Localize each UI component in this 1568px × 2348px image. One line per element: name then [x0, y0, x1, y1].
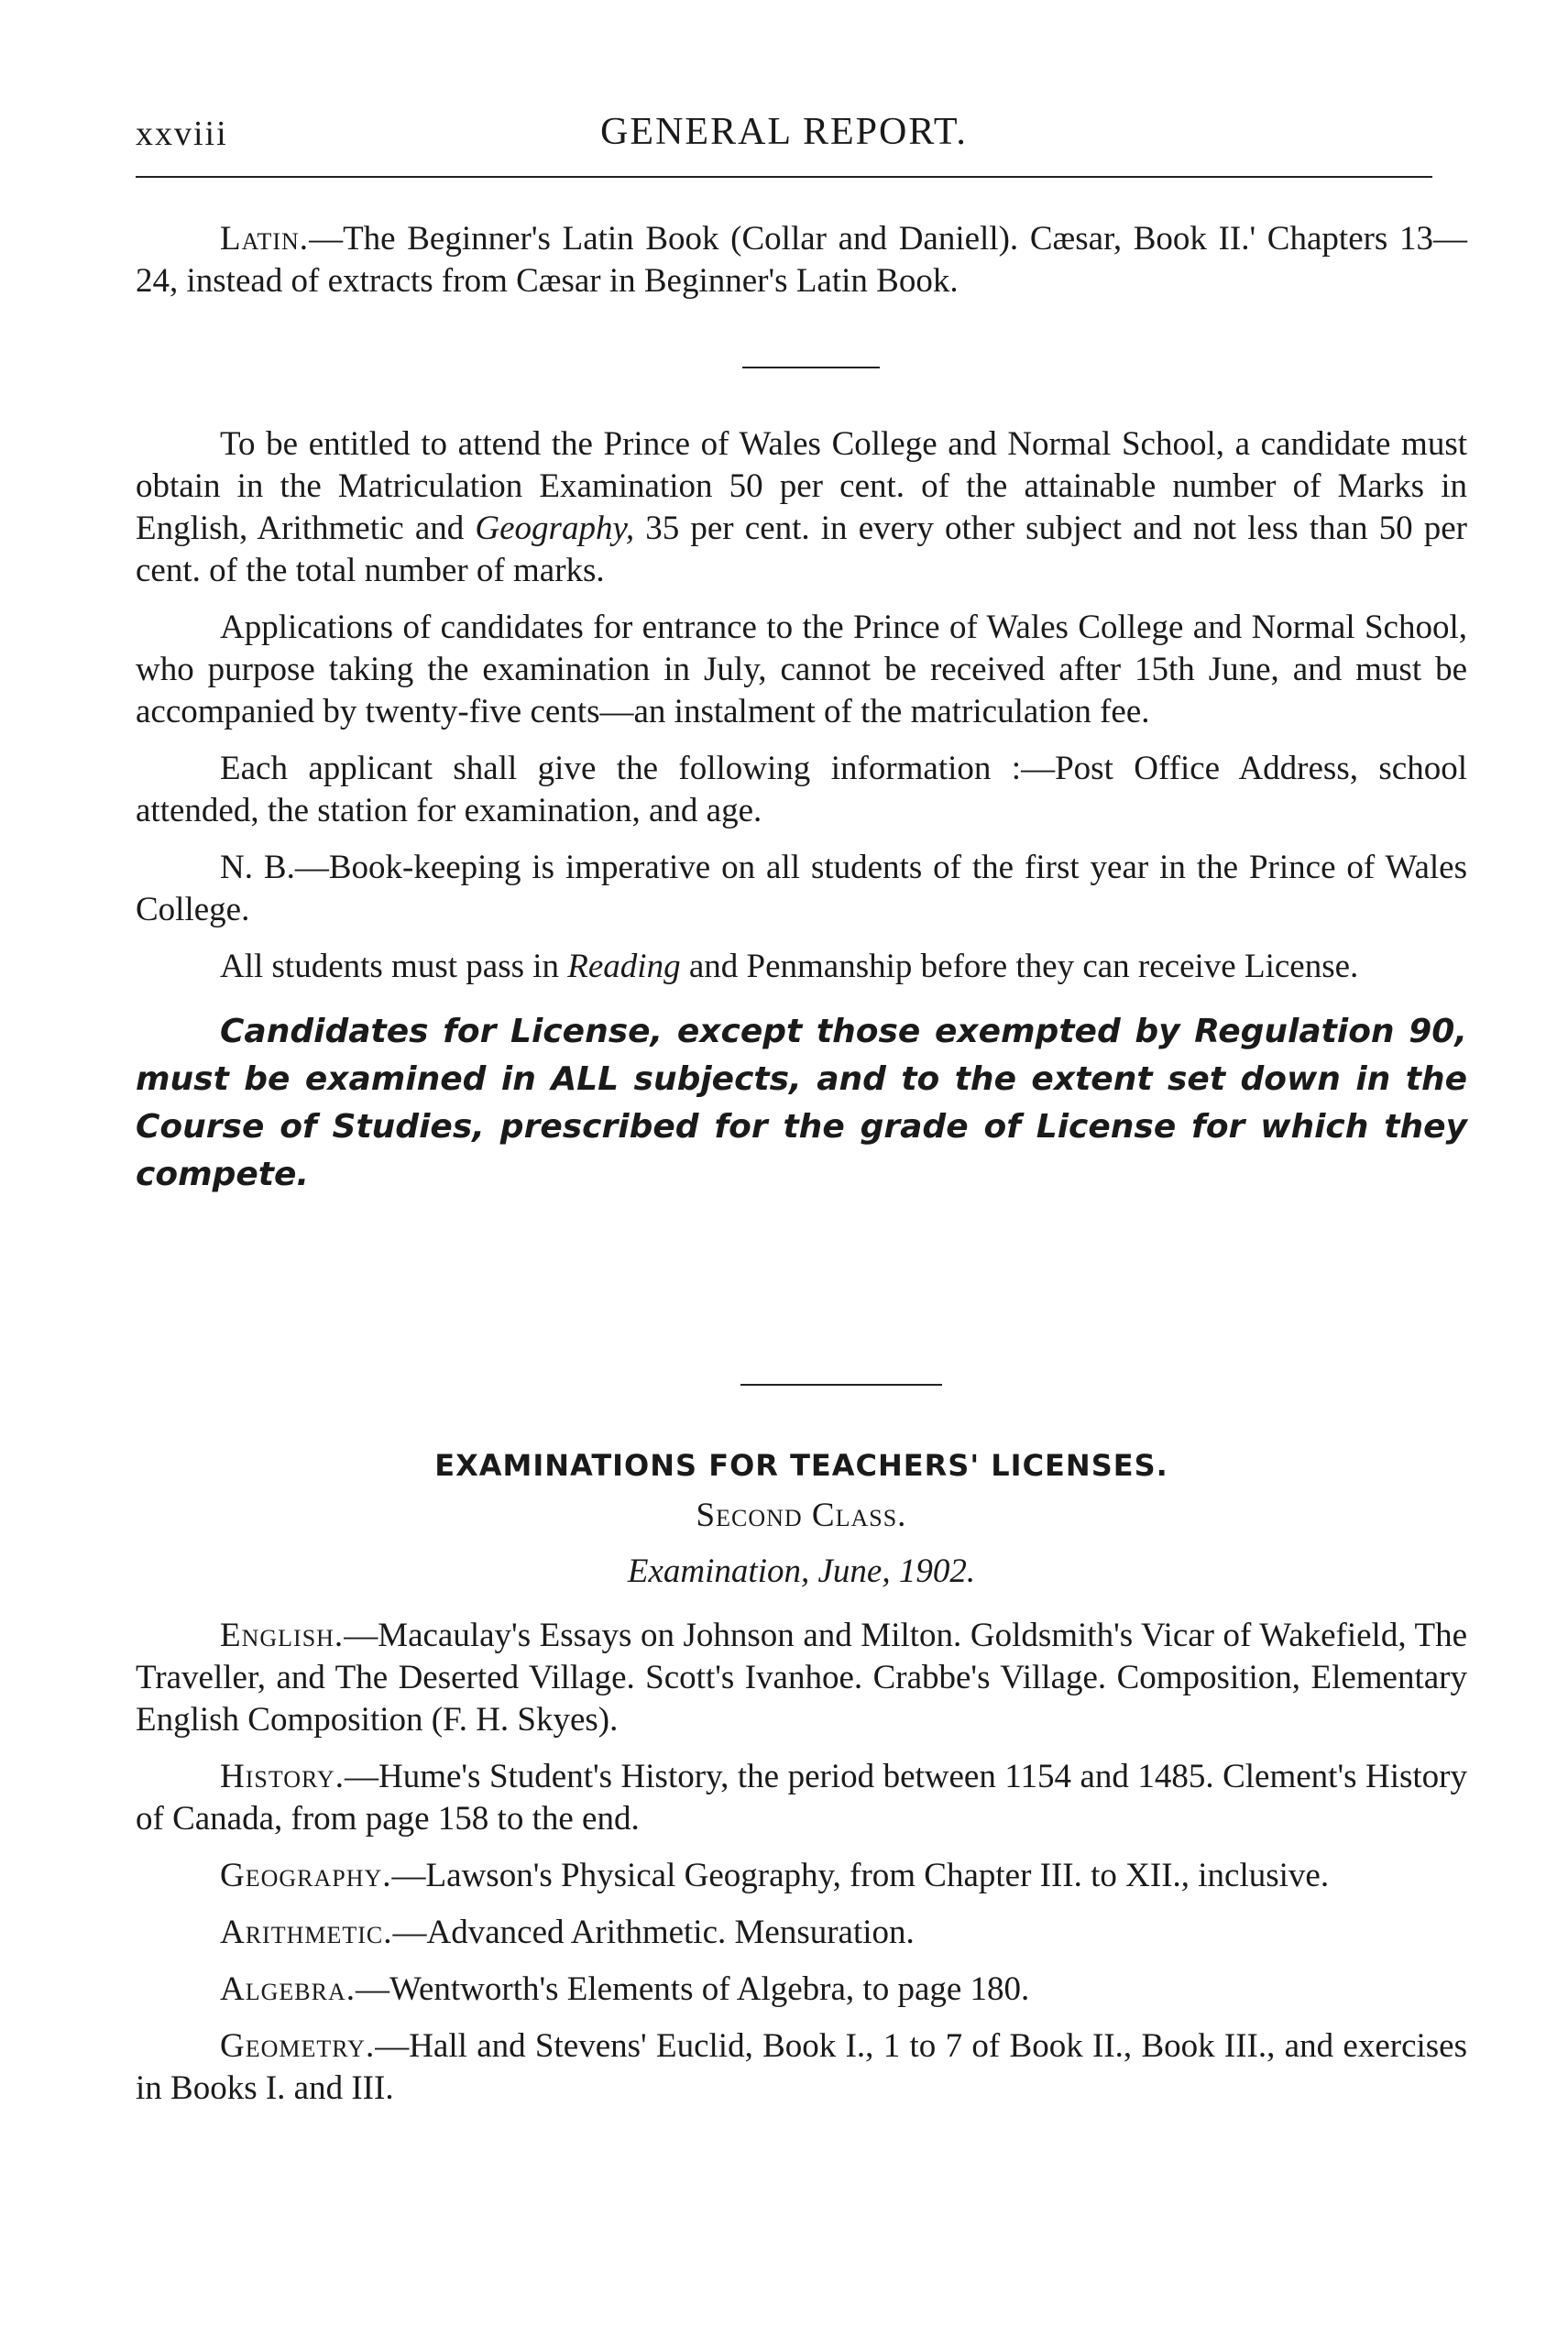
latin-text: —The Beginner's Latin Book (Collar and Daniell). Cæsar, Book II.' Chapters 13—24, instead of extracts from Cæsar in Beginner's Latin Book. — [136, 220, 1467, 300]
subject-list — [136, 1615, 1467, 2110]
subject-geometry — [136, 2025, 1467, 2110]
exams-date: Examination, June, 1902. — [627, 1553, 976, 1590]
entitlement-paragraph — [136, 423, 1467, 592]
latin-paragraph — [136, 218, 1467, 302]
p5-text-end: and Penmanship before they can receive License. — [680, 948, 1359, 985]
bookkeeping-paragraph: N. B.—Book-keeping is imperative on all students of the first year in the Prince of Wales College. — [136, 849, 1467, 928]
section-divider-2 — [740, 1384, 942, 1386]
subject-label: Geometry. — [220, 2027, 376, 2065]
latin-label: Latin. — [220, 220, 310, 258]
subject-label: Arithmetic. — [220, 1914, 393, 1951]
license-notice: Candidates for License, except those exempted by Regulation 90, must be examined in ALL subjects, and to the extent set down in the Course of Studies, prescribed for the grade of License for which they compete. — [136, 1013, 1467, 1193]
p5-text-start: All students must pass in — [220, 948, 568, 985]
page-title: GENERAL REPORT. — [600, 111, 968, 153]
subject-text: —Hall and Stevens' Euclid, Book I., 1 to 7 of Book II., Book III., and exercises in Books I. and III. — [136, 2027, 1467, 2107]
subject-label: English. — [220, 1617, 345, 1654]
subject-text: —Wentworth's Elements of Algebra, to page 180. — [355, 1970, 1030, 2008]
exams-class: Second Class. — [696, 1497, 907, 1534]
subject-label: Algebra. — [220, 1970, 356, 2008]
applications-paragraph: Applications of candidates for entrance to the Prince of Wales College and Normal School, who purpose taking the examination in July, cannot be received after 15th June, and must be accompanied by twenty-five cents—an instalment of the matriculation fee. — [136, 609, 1467, 730]
students-paragraph — [136, 946, 1467, 988]
subject-geography — [136, 1855, 1467, 1897]
subject-history — [136, 1756, 1467, 1840]
subject-arithmetic — [136, 1912, 1467, 1954]
subject-english — [136, 1615, 1467, 1741]
p1-text-start: To be entitled to attend the Prince of Wales College and Normal School, a candidate must obtain in the Matriculation Examination 50 per cent. of the attainable number of Marks in English, Arithmetic and — [136, 425, 1467, 547]
subject-text: —Hume's Student's History, the period between 1154 and 1485. Clement's History of Canada, from page 158 to the end. — [136, 1758, 1467, 1838]
exams-section — [136, 1448, 1467, 2110]
information-paragraph: Each applicant shall give the following information :—Post Office Address, school attended, the station for examination, and age. — [136, 750, 1467, 829]
subject-algebra — [136, 1969, 1467, 2011]
header-rule — [136, 176, 1432, 178]
matriculation-paragraphs — [136, 423, 1467, 1199]
exams-heading: EXAMINATIONS FOR TEACHERS' LICENSES. — [434, 1448, 1168, 1483]
p1-italic-text: Geography, — [475, 510, 635, 547]
subject-label: History. — [220, 1758, 345, 1795]
subject-text: —Lawson's Physical Geography, from Chapter III. to XII., inclusive. — [391, 1857, 1330, 1894]
p5-italic-text: Reading — [567, 948, 681, 985]
page-number: xxviii — [136, 115, 228, 153]
page-header — [136, 103, 1432, 158]
section-divider — [742, 367, 880, 368]
subject-text: —Macaulay's Essays on Johnson and Milton. Goldsmith's Vicar of Wakefield, The Traveller, and The Deserted Village. Scott's Ivanhoe. Crabbe's Village. Composition, Elementary English Composition (F. H. Skyes). — [136, 1617, 1467, 1739]
subject-text: —Advanced Arithmetic. Mensuration. — [392, 1914, 915, 1951]
subject-label: Geography. — [220, 1857, 392, 1894]
p1-text-end: 35 per cent. in every other subject and not less than 50 per cent. of the total number of marks. — [136, 510, 1467, 589]
